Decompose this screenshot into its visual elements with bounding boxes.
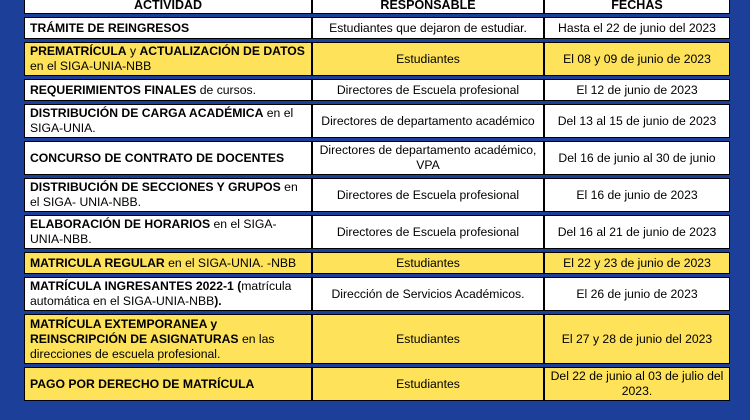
table-row bbox=[24, 42, 730, 76]
activity-text: en el SIGA-UNIA. -NBB bbox=[164, 255, 297, 270]
activity-cell bbox=[24, 104, 312, 138]
fecha-cell: El 26 de junio de 2023 bbox=[544, 277, 730, 311]
activity-text: de cursos. bbox=[196, 82, 256, 97]
fecha-cell: Del 13 al 15 de junio de 2023 bbox=[544, 104, 730, 138]
table-row bbox=[24, 252, 730, 274]
activity-bold-text: ELABORACIÓN DE HORARIOS bbox=[30, 217, 211, 231]
fecha-cell: El 22 y 23 de junio de 2023 bbox=[544, 252, 730, 274]
fecha-cell: Del 22 de junio al 03 de julio del 2023. bbox=[544, 367, 730, 401]
activity-text: matrícula automática en el SIGA-UNIA-NBB bbox=[30, 279, 292, 308]
calendar-table bbox=[24, 0, 730, 404]
activity-text: y bbox=[126, 44, 140, 58]
activity-bold-text: MATRÍCULA INGRESANTES 2022-1 ( bbox=[30, 279, 242, 293]
fecha-cell: Del 16 al 21 de junio de 2023 bbox=[544, 215, 730, 249]
activity-bold-text: PREMATRÍCULA bbox=[30, 44, 127, 58]
activity-bold-text: ACTUALIZACIÓN DE DATOS bbox=[139, 44, 305, 58]
activity-cell bbox=[24, 178, 312, 212]
activity-bold-text: MATRÍCULA EXTEMPORANEA y REINSCRIPCIÓN DE ASIGNATURAS bbox=[30, 316, 239, 346]
responsable-cell: Dirección de Servicios Académicos. bbox=[312, 277, 544, 311]
responsable-cell: Estudiantes que dejaron de estudiar. bbox=[312, 17, 544, 39]
table-row bbox=[24, 215, 730, 249]
responsable-cell: Directores de Escuela profesional bbox=[312, 215, 544, 249]
activity-text: en el SIGA-UNIA-NBB bbox=[30, 59, 152, 73]
activity-cell bbox=[24, 277, 312, 311]
responsable-cell: Directores de departamento académico, VPA bbox=[312, 141, 544, 175]
fecha-cell: El 16 de junio de 2023 bbox=[544, 178, 730, 212]
fecha-cell: Hasta el 22 de junio del 2023 bbox=[544, 17, 730, 39]
header-fechas: FECHAS bbox=[544, 0, 730, 14]
table-row bbox=[24, 17, 730, 39]
activity-bold-text: DISTRIBUCIÓN DE CARGA ACADÉMICA bbox=[30, 106, 264, 120]
table-row bbox=[24, 104, 730, 138]
activity-text: en el SIGA- UNIA-NBB. bbox=[30, 180, 298, 209]
activity-text: en el SIGA-UNIA. bbox=[30, 106, 294, 135]
fecha-cell: Del 16 de junio al 30 de junio bbox=[544, 141, 730, 175]
header-actividad: ACTIVIDAD bbox=[24, 0, 312, 14]
responsable-cell: Estudiantes bbox=[312, 367, 544, 401]
table-row bbox=[24, 178, 730, 212]
fecha-cell: El 08 y 09 de junio de 2023 bbox=[544, 42, 730, 76]
responsable-cell: Estudiantes bbox=[312, 252, 544, 274]
fecha-cell: El 12 de junio de 2023 bbox=[544, 79, 730, 101]
activity-cell bbox=[24, 215, 312, 249]
activity-bold-text: PAGO POR DERECHO DE MATRÍCULA bbox=[30, 376, 255, 391]
activity-cell bbox=[24, 42, 312, 76]
activity-text: en las direcciones de escuela profesional. bbox=[30, 331, 275, 361]
table-row bbox=[24, 79, 730, 101]
activity-cell bbox=[24, 79, 312, 101]
activity-cell bbox=[24, 314, 312, 364]
activity-cell bbox=[24, 17, 312, 39]
activity-bold-text: CONCURSO DE CONTRATO DE DOCENTES bbox=[30, 150, 285, 165]
responsable-cell: Estudiantes bbox=[312, 314, 544, 364]
table-row bbox=[24, 277, 730, 311]
activity-cell bbox=[24, 367, 312, 401]
table-row bbox=[24, 314, 730, 364]
responsable-cell: Directores de departamento académico bbox=[312, 104, 544, 138]
activity-bold-text: MATRICULA REGULAR bbox=[30, 255, 165, 270]
activity-bold-text: REQUERIMIENTOS FINALES bbox=[30, 82, 197, 97]
activity-bold-text: ). bbox=[214, 294, 222, 308]
responsable-cell: Estudiantes bbox=[312, 42, 544, 76]
activity-cell bbox=[24, 141, 312, 175]
header-responsable: RESPONSABLE bbox=[312, 0, 544, 14]
table-row bbox=[24, 141, 730, 175]
header-row bbox=[24, 0, 730, 14]
fecha-cell: El 27 y 28 de junio del 2023 bbox=[544, 314, 730, 364]
activity-bold-text: TRÁMITE DE REINGRESOS bbox=[30, 20, 190, 35]
activity-cell bbox=[24, 252, 312, 274]
responsable-cell: Directores de Escuela profesional bbox=[312, 178, 544, 212]
table-row bbox=[24, 367, 730, 401]
responsable-cell: Directores de Escuela profesional bbox=[312, 79, 544, 101]
activity-text: en el SIGA- UNIA-NBB. bbox=[30, 217, 277, 246]
activity-bold-text: DISTRIBUCIÓN DE SECCIONES Y GRUPOS bbox=[30, 180, 281, 194]
